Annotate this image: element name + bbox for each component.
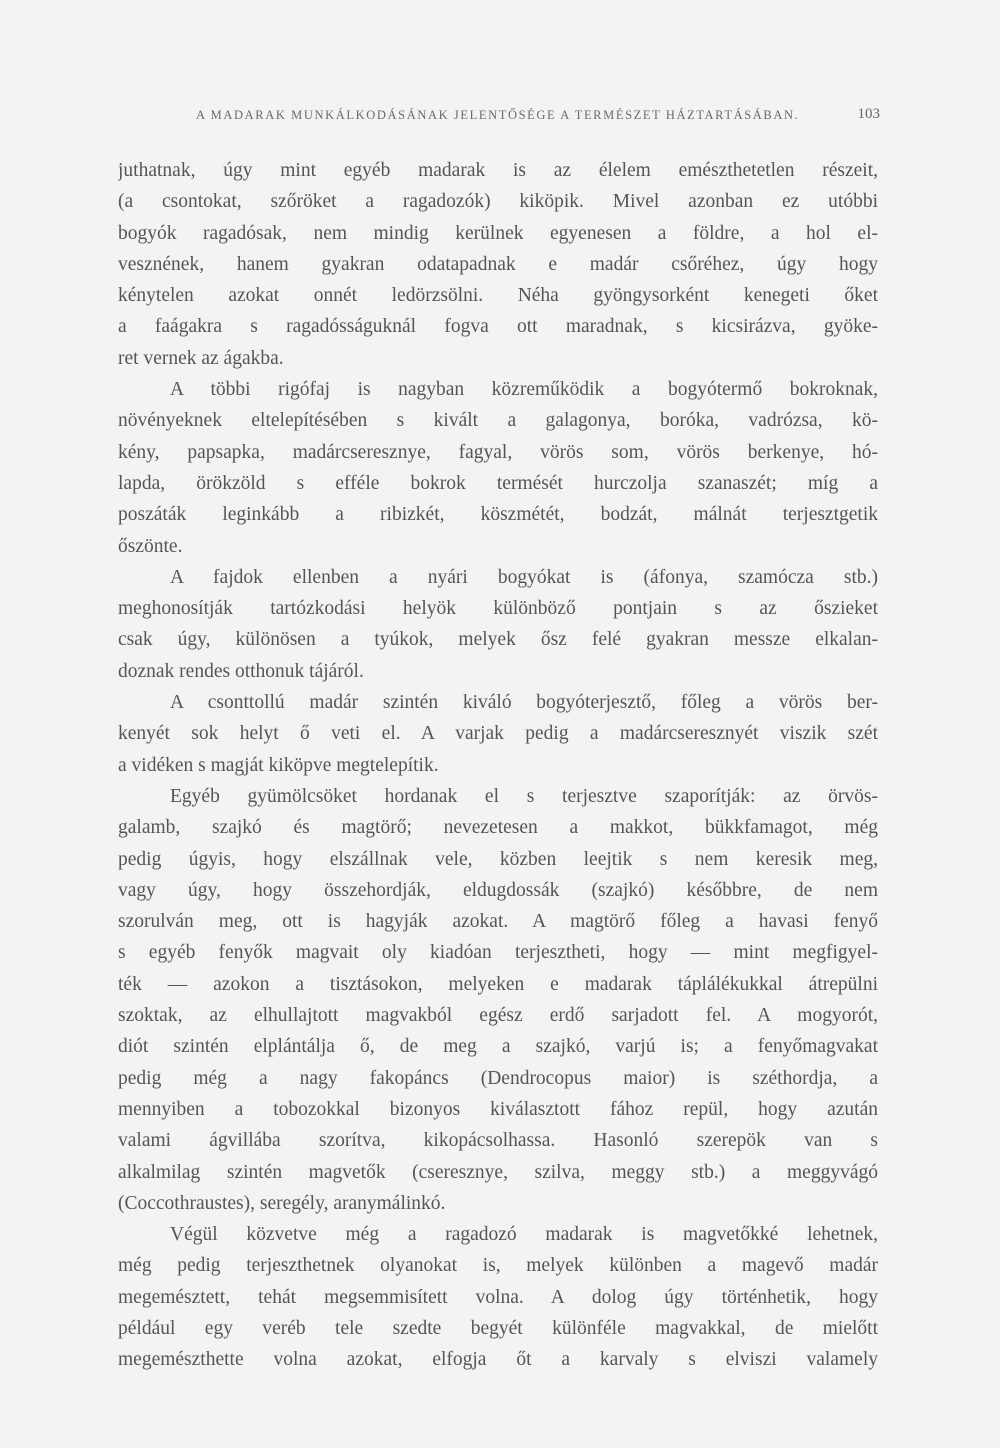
text-line: a vidéken s magját kiköpve megtelepítik. (118, 754, 439, 776)
text-line: Végül közvetve még a ragadozó madarak is magvetőkké lehetnek, (170, 1224, 878, 1246)
text-line: juthatnak, úgy mint egyéb madarak is az élelem emészthetetlen részeit, (118, 160, 878, 181)
text-line: pedig úgyis, hogy elszállnak vele, közben leejtik s nem keresik meg, (118, 848, 878, 870)
text-line: még pedig terjeszthetnek olyanokat is, melyek különben a magevő madár (118, 1255, 878, 1277)
text-line: szorulván meg, ott is hagyják azokat. A magtörő főleg a havasi fenyő (118, 911, 878, 933)
text-line: megemészthette volna azokat, elfogja őt a karvaly s elviszi valamely (118, 1349, 878, 1371)
running-head (196, 108, 880, 128)
text-line: csak úgy, különösen a tyúkok, melyek ősz felé gyakran messze elkalan- (118, 629, 878, 651)
text-line: A fajdok ellenben a nyári bogyókat is (áfonya, szamócza stb.) (170, 566, 878, 588)
text-line: növényeknek eltelepítésében s kivált a galagonya, boróka, vadrózsa, kö- (118, 410, 878, 432)
text-line: alkalmilag szintén magvetők (cseresznye, szilva, meggy stb.) a meggyvágó (118, 1161, 878, 1183)
text-line: például egy veréb tele szedte begyét különféle magvakkal, de mielőtt (118, 1317, 878, 1339)
text-line: kénytelen azokat onnét ledörzsölni. Néha gyöngysorként kenegeti őket (118, 285, 878, 307)
paragraph (118, 155, 878, 374)
text-line: bogyók ragadósak, nem mindig kerülnek egyenesen a földre, a hol el- (118, 222, 878, 244)
text-line: galamb, szajkó és magtörő; nevezetesen a makkot, bükkfamagot, még (118, 817, 878, 839)
text-line: vesznének, hanem gyakran odatapadnak e madár csőréhez, úgy hogy (118, 253, 878, 275)
text-line: lapda, örökzöld s efféle bokrok termését hurczolja szanaszét; míg a (118, 472, 878, 494)
text-line: s egyéb fenyők magvait oly kiadóan terjesztheti, hogy — mint megfigyel- (118, 942, 878, 964)
paragraph (118, 1219, 878, 1375)
text-line: ret vernek az ágakba. (118, 347, 284, 369)
text-line: A többi rigófaj is nagyban közreműködik a bogyótermő bokroknak, (170, 379, 878, 401)
text-line: pedig még a nagy fakopáncs (Dendrocopus maior) is széthordja, a (118, 1067, 878, 1089)
text-line: meghonosítják tartózkodási helyök különböző pontjain s az őszieket (118, 598, 878, 620)
running-title: A MADARAK MUNKÁLKODÁSÁNAK JELENTŐSÉGE A TERMÉSZET HÁZTARTÁSÁBAN. (196, 108, 800, 122)
body-text (118, 155, 878, 1376)
text-line: őszönte. (118, 535, 183, 557)
text-line: megemésztett, tehát megsemmisített volna. A dolog úgy történhetik, hogy (118, 1286, 878, 1308)
text-line: A csonttollú madár szintén kiváló bogyóterjesztő, főleg a vörös ber- (170, 692, 878, 714)
text-line: diót szintén elplántálja ő, de meg a szajkó, varjú is; a fenyőmagvakat (118, 1036, 878, 1058)
text-line: a faágakra s ragadósságuknál fogva ott maradnak, s kicsirázva, gyöke- (118, 316, 878, 338)
text-line: kény, papsapka, madárcseresznye, fagyal, vörös som, vörös berkenye, hó- (118, 441, 878, 463)
text-line: valami ágvillába szorítva, kikopácsolhassa. Hasonló szerepök van s (118, 1130, 878, 1152)
text-line: poszáták leginkább a ribizkét, köszmétét, bodzát, málnát terjesztgetik (118, 504, 878, 526)
text-line: doznak rendes otthonuk tájáról. (118, 660, 364, 682)
text-line: (Coccothraustes), seregély, aranymálinkó. (118, 1192, 446, 1214)
paragraph (118, 562, 878, 687)
text-line: kenyét sok helyt ő veti el. A varjak pedig a madárcseresznyét viszik szét (118, 723, 878, 745)
paragraph (118, 781, 878, 1219)
text-line: ték — azokon a tisztásokon, melyeken e madarak táplálékukkal átrepülni (118, 973, 878, 995)
page-number: 103 (857, 106, 880, 122)
text-line: vagy úgy, hogy összehordják, eldugdossák (szajkó) későbbre, de nem (118, 879, 878, 901)
paragraph (118, 374, 878, 562)
text-line: Egyéb gyümölcsöket hordanak el s terjesztve szaporítják: az örvös- (170, 785, 878, 807)
text-line: (a csontokat, szőröket a ragadozók) kiköpik. Mivel azonban ez utóbbi (118, 191, 878, 213)
paragraph (118, 687, 878, 781)
text-line: mennyiben a tobozokkal bizonyos kiválasztott fához repül, hogy azután (118, 1098, 878, 1120)
text-line: szoktak, az elhullajtott magvakból egész erdő sarjadott fel. A mogyorót, (118, 1005, 878, 1027)
